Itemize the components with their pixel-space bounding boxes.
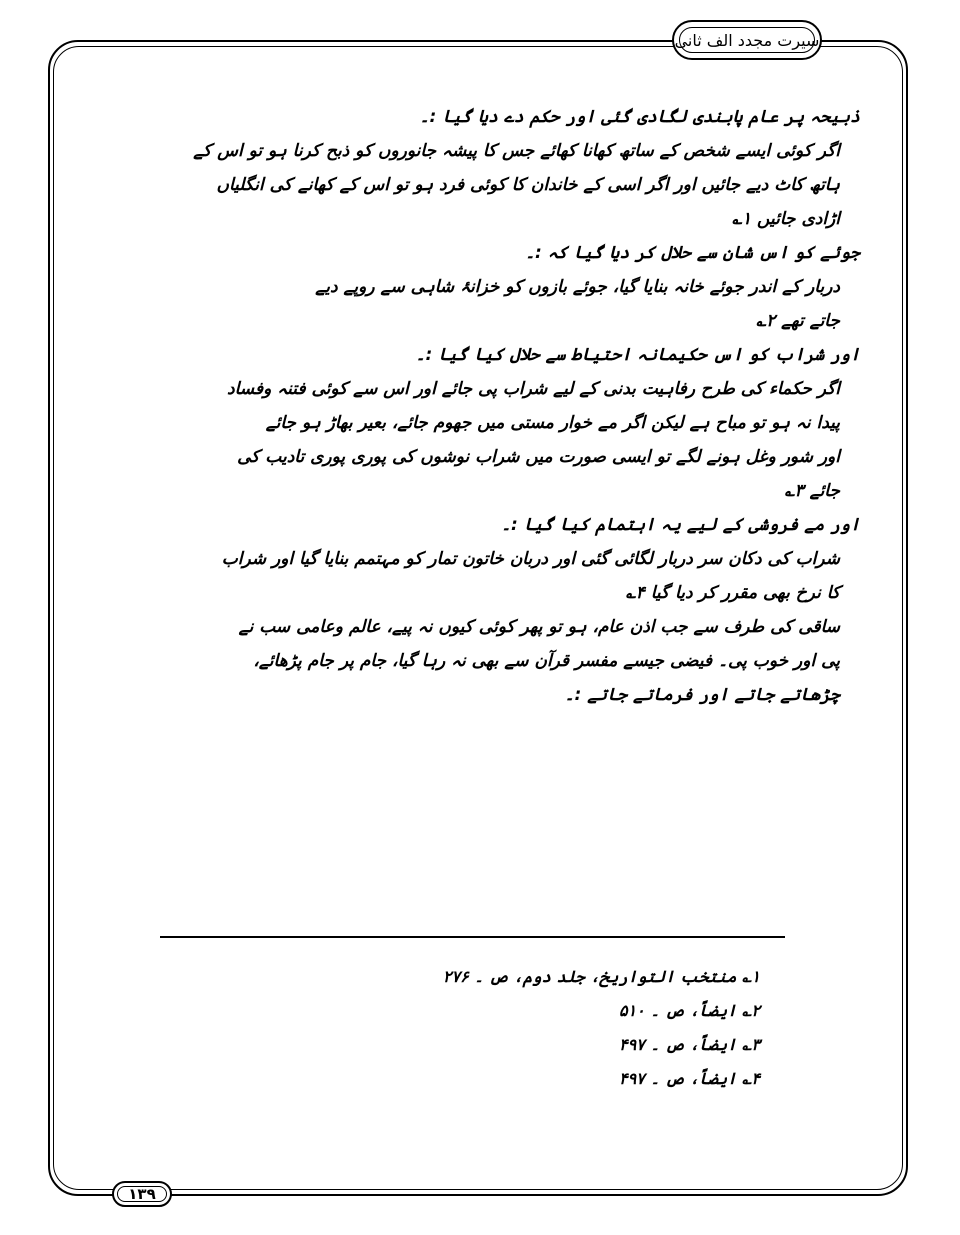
text-line: اگر حکماء کی طرح رفاہیت بدنی کے لیے شراب پی جائے اور اس سے کوئی فتنہ وفساد (227, 379, 840, 399)
footnote-item: ۲؎ ایضاً، ص ۔ ۵۱۰ (618, 1001, 760, 1020)
section-heading (100, 100, 860, 134)
footnote-item: ۱؎ منتخب التواریخ، جلد دوم، ص ۔ ۲۷۶ (442, 967, 760, 986)
footnote-item: ۳؎ ایضاً، ص ۔ ۴۹۷ (618, 1035, 760, 1054)
section-heading (100, 508, 860, 542)
main-text (100, 100, 860, 712)
text-line: ہاتھ کاٹ دیے جائیں اور اگر اسی کے خاندان کا کوئی فرد ہو تو اس کے کھانے کی انگلیاں (216, 175, 840, 195)
text-line: پیدا نہ ہو تو مباح ہے لیکن اگر مے خوار مستی میں جھوم جائے، بعیر بھاڑ ہو جائے (265, 413, 840, 433)
text-line: اور مے فروشی کے لیے یہ اہتمام کیا گیا :۔ (501, 515, 860, 535)
footnotes (340, 960, 760, 1096)
paragraph (100, 134, 860, 236)
paragraph (100, 542, 860, 712)
text-line: ذبیحہ پر عام پابندی لگادی گئی اور حکم دے دیا گیا :۔ (419, 107, 860, 127)
footnote-item: ۴؎ ایضاً، ص ۔ ۴۹۷ (618, 1069, 760, 1088)
section-heading (100, 338, 860, 372)
text-line: دربار کے اندر جوئے خانہ بنایا گیا، جوئے بازوں کو خزانۂ شاہی سے روپے دیے (315, 277, 840, 297)
text-line: جوئے کو اس شان سے حلال کر دیا گیا کہ :۔ (525, 243, 860, 263)
page-number (112, 1181, 172, 1207)
footnote-divider (160, 936, 785, 938)
text-line: اور شور وغل ہونے لگے تو ایسی صورت میں شراب نوشوں کی پوری پوری تادیب کی (237, 447, 840, 467)
text-line: اڑادی جائیں ۱؎ (732, 209, 840, 229)
text-line: شراب کی دکان سر دربار لگائی گئی اور دربان خاتون تمار کو مہتمم بنایا گیا اور شراب (221, 549, 840, 569)
text-line: کا نرخ بھی مقرر کر دیا گیا ۴؎ (625, 583, 840, 603)
text-line: چڑھاتے جاتے اور فرماتے جاتے :۔ (564, 685, 840, 705)
text-line: جاتے تھے ۲؎ (756, 311, 840, 331)
text-line: ساقی کی طرف سے جب اذن عام، ہو تو پھر کوئی کیوں نہ پیے، عالم وعامی سب نے (238, 617, 840, 637)
running-header-title: سیرت مجدد الف ثانی (674, 30, 820, 50)
running-header (672, 20, 822, 60)
section-heading (100, 236, 860, 270)
text-line: اگر کوئی ایسے شخص کے ساتھ کھانا کھائے جس کا پیشہ جانوروں کو ذبح کرنا ہو تو اس کے (193, 141, 840, 161)
paragraph (100, 372, 860, 508)
paragraph (100, 270, 860, 338)
page-number-text: ۱۳۹ (128, 1185, 156, 1203)
text-line: جائے ۳؎ (784, 481, 840, 501)
text-line: پی اور خوب پی۔ فیضی جیسے مفسر قرآن سے بھی نہ رہا گیا، جام پر جام پڑھائے، (253, 651, 840, 671)
text-line: اور شراب کو اس حکیمانہ احتیاط سے حلال کیا گیا :۔ (415, 345, 860, 365)
